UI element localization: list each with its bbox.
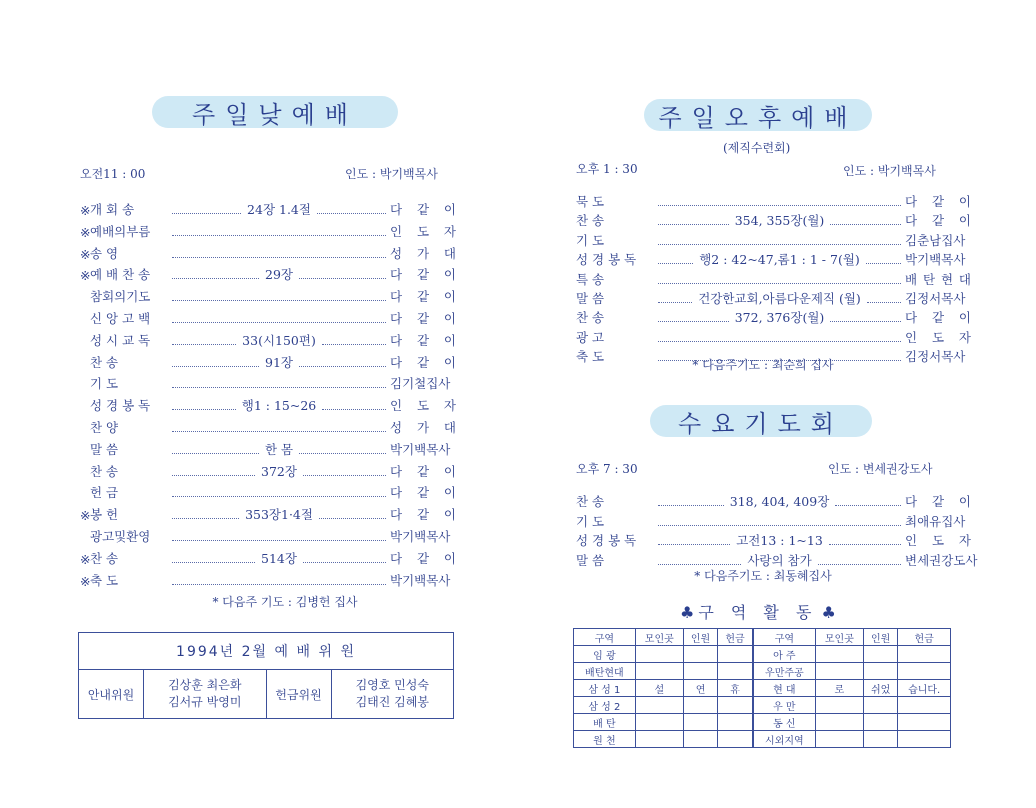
- order-person: 다 같 이: [905, 494, 972, 509]
- leader-dots: [172, 278, 259, 279]
- offering-committee-names: [331, 670, 454, 719]
- morning-service-time: 오전11 : 00: [80, 167, 146, 181]
- order-detail: 24장 1.4절: [247, 202, 311, 217]
- standing-mark: ※: [80, 203, 91, 218]
- order-label: 개 회 송: [90, 202, 135, 217]
- district-cell: [635, 714, 683, 731]
- district-header-cell: 헌금: [898, 629, 951, 646]
- order-person: 박기백목사: [905, 252, 966, 268]
- order-detail: 353장1·4절: [245, 507, 313, 523]
- order-row: [80, 351, 456, 371]
- order-row: [80, 198, 456, 218]
- order-label: 찬 송: [90, 354, 119, 370]
- order-row: [576, 248, 971, 268]
- leader-dots: [299, 366, 386, 367]
- order-person: 김춘남집사: [905, 232, 966, 248]
- order-row: [80, 547, 456, 567]
- morning-next-prayer: * 다음주 기도 : 김병헌 집사: [212, 595, 358, 609]
- order-person: 김정서목사: [905, 291, 966, 306]
- district-header-cell: 헌금: [718, 629, 753, 646]
- district-cell: [898, 697, 951, 714]
- order-row: [80, 307, 456, 327]
- order-row: [576, 490, 971, 510]
- leader-dots: [299, 278, 386, 279]
- worship-committee-table: [78, 632, 454, 719]
- order-detail: 372, 376장(월): [734, 310, 825, 326]
- committee-title: 1994년 2월 예 배 위 원: [79, 633, 454, 670]
- district-cell: 삼 성 2: [574, 697, 636, 714]
- leader-dots: [658, 244, 901, 245]
- district-activity-table: [573, 628, 951, 748]
- district-cell: [718, 731, 753, 748]
- leader-dots: [172, 235, 386, 236]
- order-row: [576, 306, 971, 326]
- district-cell: [718, 697, 753, 714]
- district-cell: 배탄현대: [574, 663, 636, 680]
- district-cell: [683, 697, 717, 714]
- order-label: 헌 금: [90, 485, 119, 501]
- district-cell: [898, 646, 951, 663]
- order-person: 다 같 이: [390, 289, 456, 305]
- leader-dots: [172, 518, 239, 519]
- standing-mark: ※: [80, 246, 91, 262]
- district-cell: 습니다.: [898, 680, 951, 697]
- order-label: 찬 송: [576, 310, 605, 326]
- offering-names-line2: 김태진 김혜봉: [355, 695, 429, 709]
- order-person: 박기백목사: [390, 441, 451, 457]
- club-icon: ♣: [680, 603, 695, 622]
- order-person: 성 가 대: [390, 245, 456, 261]
- district-row: [574, 697, 951, 714]
- wednesday-prayer-title: 수요기도회: [650, 405, 872, 437]
- leader-dots: [658, 525, 901, 526]
- order-person: 인 도 자: [905, 329, 971, 345]
- district-row: [574, 646, 951, 663]
- district-header-cell: 구역: [574, 629, 636, 646]
- order-detail: 건강한교회,아름다운제직 (월): [698, 291, 861, 306]
- order-label: 성 시 교 독: [90, 332, 151, 348]
- standing-mark: ※: [80, 224, 91, 240]
- district-cell: 휴: [718, 680, 753, 697]
- order-detail: 91장: [265, 354, 293, 370]
- district-activity-title: 구 역 활 동: [698, 603, 818, 622]
- district-cell: [635, 646, 683, 663]
- standing-mark: ※: [80, 268, 91, 284]
- order-label: 묵 도: [576, 194, 605, 209]
- order-person: 다 같 이: [905, 194, 971, 209]
- leader-dots: [172, 344, 236, 345]
- order-label: 기 도: [576, 513, 605, 529]
- district-cell: [683, 731, 717, 748]
- district-cell: [718, 663, 753, 680]
- order-label: 찬 송: [576, 494, 605, 509]
- leader-dots: [172, 300, 386, 301]
- order-label: 말 씀: [90, 441, 119, 457]
- district-cell: [815, 663, 863, 680]
- order-person: 배 탄 현 대: [905, 271, 971, 287]
- afternoon-service-time: 오후 1 : 30: [576, 162, 638, 176]
- leader-dots: [172, 540, 386, 541]
- order-person: 인 도 자: [905, 533, 972, 548]
- order-row: [576, 326, 971, 346]
- leader-dots: [172, 387, 386, 388]
- leader-dots: [867, 302, 901, 303]
- leader-dots: [172, 366, 259, 367]
- order-person: 다 같 이: [390, 332, 457, 348]
- order-row: [576, 287, 971, 307]
- leader-dots: [172, 409, 236, 410]
- guide-names-line2: 김서규 박영미: [168, 695, 242, 709]
- leader-dots: [317, 213, 386, 214]
- district-cell: 임 광: [574, 646, 636, 663]
- leader-dots: [866, 263, 901, 264]
- leader-dots: [658, 544, 730, 545]
- leader-dots: [658, 341, 901, 342]
- order-person: 다 같 이: [390, 354, 457, 370]
- order-detail: 한 몸: [264, 441, 294, 457]
- leader-dots: [172, 453, 259, 454]
- district-cell: 우 만: [753, 697, 815, 714]
- order-detail: 514장: [261, 550, 297, 566]
- district-cell: [718, 646, 753, 663]
- leader-dots: [830, 321, 901, 322]
- district-cell: [683, 714, 717, 731]
- afternoon-next-prayer: * 다음주기도 : 최순희 집사: [692, 358, 834, 372]
- standing-mark: ※: [80, 508, 91, 524]
- order-detail: 행2 : 42~47,롬1 : 1 - 7(월): [699, 252, 860, 268]
- leader-dots: [658, 505, 724, 506]
- order-detail: 29장: [265, 267, 293, 283]
- district-row: [574, 680, 951, 697]
- leader-dots: [299, 453, 386, 454]
- order-row: [576, 229, 971, 249]
- order-person: 다 같 이: [390, 485, 456, 501]
- district-cell: [898, 663, 951, 680]
- order-row: [576, 549, 978, 569]
- district-cell: 동 신: [753, 714, 815, 731]
- leader-dots: [172, 562, 255, 563]
- leader-dots: [322, 344, 386, 345]
- leader-dots: [172, 584, 386, 585]
- leader-dots: [829, 544, 901, 545]
- order-person: 다 같 이: [390, 550, 456, 566]
- guide-committee-label: 안내위원: [79, 670, 144, 719]
- leader-dots: [172, 475, 255, 476]
- order-person: 다 같 이: [905, 310, 972, 326]
- order-label: 찬 양: [90, 420, 119, 435]
- leader-dots: [658, 283, 901, 284]
- order-row: [576, 268, 971, 288]
- order-person: 인 도 자: [390, 398, 457, 414]
- district-header-cell: 인원: [683, 629, 717, 646]
- order-label: 참회의기도: [90, 289, 151, 305]
- order-row: [80, 438, 456, 458]
- wednesday-leader: 인도 : 변세권강도사: [828, 462, 933, 476]
- leader-dots: [658, 564, 741, 565]
- district-cell: [815, 646, 863, 663]
- district-row: [574, 731, 951, 748]
- right-page: [518, 0, 1036, 808]
- district-cell: [683, 663, 717, 680]
- district-cell: 쉬었: [863, 680, 897, 697]
- order-row: [80, 394, 456, 414]
- district-cell: [683, 646, 717, 663]
- district-cell: 삼 성 1: [574, 680, 636, 697]
- order-row: [80, 460, 456, 480]
- offering-names-line1: 김영호 민성숙: [355, 678, 429, 692]
- order-row: [80, 329, 456, 349]
- order-row: [80, 220, 456, 240]
- order-row: [80, 569, 456, 589]
- leader-dots: [830, 224, 901, 225]
- order-label: 말 씀: [576, 291, 605, 306]
- order-detail: 행1 : 15~26: [241, 398, 317, 414]
- standing-mark: ※: [80, 551, 91, 567]
- order-person: 김기철집사: [390, 376, 451, 392]
- leader-dots: [319, 518, 386, 519]
- order-label: 기 도: [90, 376, 119, 392]
- order-row: [576, 510, 971, 530]
- order-row: [80, 503, 456, 523]
- afternoon-service-subtitle: (제직수련회): [723, 141, 791, 155]
- order-person: 인 도 자: [390, 223, 456, 239]
- district-row: [574, 714, 951, 731]
- order-label: 봉 헌: [90, 507, 119, 523]
- district-cell: [898, 714, 951, 731]
- guide-names-line1: 김상훈 최은화: [168, 678, 242, 692]
- wednesday-next-prayer: * 다음주기도 : 최동혜집사: [694, 569, 832, 583]
- district-header-cell: 모인곳: [635, 629, 683, 646]
- leader-dots: [658, 263, 693, 264]
- order-person: 다 같 이: [905, 213, 972, 229]
- order-row: [576, 529, 971, 549]
- order-person: 다 같 이: [390, 311, 456, 326]
- order-label: 찬 송: [576, 213, 605, 229]
- leader-dots: [303, 562, 386, 563]
- order-row: [80, 263, 456, 283]
- order-person: 다 같 이: [390, 267, 457, 283]
- order-detail: 고전13 : 1~13: [736, 533, 823, 548]
- order-detail: 33(시150편): [242, 332, 316, 348]
- order-detail: 372장: [261, 463, 297, 479]
- leader-dots: [172, 496, 386, 497]
- district-cell: 현 대: [753, 680, 815, 697]
- order-person: 다 같 이: [390, 202, 457, 217]
- district-cell: [898, 731, 951, 748]
- order-label: 성 경 봉 독: [576, 533, 637, 548]
- afternoon-service-title: 주일오후예배: [644, 99, 872, 131]
- guide-committee-names: [144, 670, 267, 719]
- district-row: [574, 663, 951, 680]
- leader-dots: [835, 505, 901, 506]
- district-cell: 설: [635, 680, 683, 697]
- order-label: 신 앙 고 백: [90, 311, 151, 326]
- order-label: 성 경 봉 독: [90, 398, 151, 414]
- order-row: [80, 481, 456, 501]
- leader-dots: [322, 409, 386, 410]
- district-cell: [815, 731, 863, 748]
- district-cell: 배 탄: [574, 714, 636, 731]
- leader-dots: [172, 213, 241, 214]
- order-label: 광고및환영: [90, 529, 151, 544]
- leader-dots: [172, 431, 386, 432]
- district-cell: [863, 714, 897, 731]
- order-detail: 354, 355장(월): [734, 213, 825, 229]
- district-header-cell: 인원: [863, 629, 897, 646]
- offering-committee-label: 헌금위원: [266, 670, 331, 719]
- district-cell: 로: [815, 680, 863, 697]
- leader-dots: [818, 564, 901, 565]
- district-cell: 아 주: [753, 646, 815, 663]
- standing-mark: ※: [80, 573, 91, 589]
- order-label: 광 고: [576, 329, 605, 345]
- order-person: 다 같 이: [390, 463, 456, 479]
- order-person: 박기백목사: [390, 529, 451, 544]
- order-row: [80, 416, 456, 436]
- order-label: 말 씀: [576, 552, 605, 568]
- order-row: [80, 372, 456, 392]
- district-cell: [718, 714, 753, 731]
- leader-dots: [658, 321, 729, 322]
- order-detail: 사랑의 참가: [747, 552, 812, 568]
- leader-dots: [303, 475, 386, 476]
- district-activity-heading: [680, 600, 836, 623]
- order-label: 특 송: [576, 271, 605, 287]
- order-person: 최애유집사: [905, 513, 966, 529]
- order-label: 찬 송: [90, 550, 119, 566]
- order-label: 기 도: [576, 232, 605, 248]
- order-label: 축 도: [576, 349, 605, 365]
- order-label: 축 도: [90, 572, 119, 588]
- order-row: [80, 285, 456, 305]
- leader-dots: [172, 322, 386, 323]
- order-person: 김정서목사: [905, 349, 966, 365]
- order-person: 박기백목사: [390, 572, 451, 588]
- order-label: 예배의부름: [90, 223, 151, 239]
- morning-service-title: 주일낮예배: [152, 96, 398, 128]
- district-cell: [815, 697, 863, 714]
- order-label: 예 배 찬 송: [90, 267, 151, 283]
- district-cell: 연: [683, 680, 717, 697]
- order-row: [576, 209, 971, 229]
- order-person: 성 가 대: [390, 420, 456, 435]
- district-cell: 우만주공: [753, 663, 815, 680]
- leader-dots: [658, 205, 901, 206]
- leader-dots: [172, 257, 386, 258]
- wednesday-time: 오후 7 : 30: [576, 462, 638, 476]
- order-label: 송 영: [90, 245, 119, 261]
- district-header-cell: 모인곳: [815, 629, 863, 646]
- order-row: [576, 190, 971, 210]
- district-cell: [863, 731, 897, 748]
- district-cell: [635, 697, 683, 714]
- afternoon-service-leader: 인도 : 박기백목사: [843, 164, 936, 178]
- morning-service-leader: 인도 : 박기백목사: [345, 167, 438, 181]
- order-row: [80, 242, 456, 262]
- district-header-cell: 구역: [753, 629, 815, 646]
- district-cell: [815, 714, 863, 731]
- district-cell: 시외지역: [753, 731, 815, 748]
- district-cell: [863, 697, 897, 714]
- order-label: 찬 송: [90, 463, 119, 479]
- order-person: 다 같 이: [390, 507, 457, 523]
- order-label: 성 경 봉 독: [576, 252, 637, 268]
- district-cell: [635, 663, 683, 680]
- order-row: [80, 525, 456, 545]
- leader-dots: [658, 302, 692, 303]
- district-cell: [863, 663, 897, 680]
- leader-dots: [658, 224, 729, 225]
- order-person: 변세권강도사: [905, 552, 978, 568]
- club-icon: ♣: [821, 603, 836, 622]
- district-cell: [863, 646, 897, 663]
- district-cell: 원 천: [574, 731, 636, 748]
- district-cell: [635, 731, 683, 748]
- order-detail: 318, 404, 409장: [729, 494, 830, 509]
